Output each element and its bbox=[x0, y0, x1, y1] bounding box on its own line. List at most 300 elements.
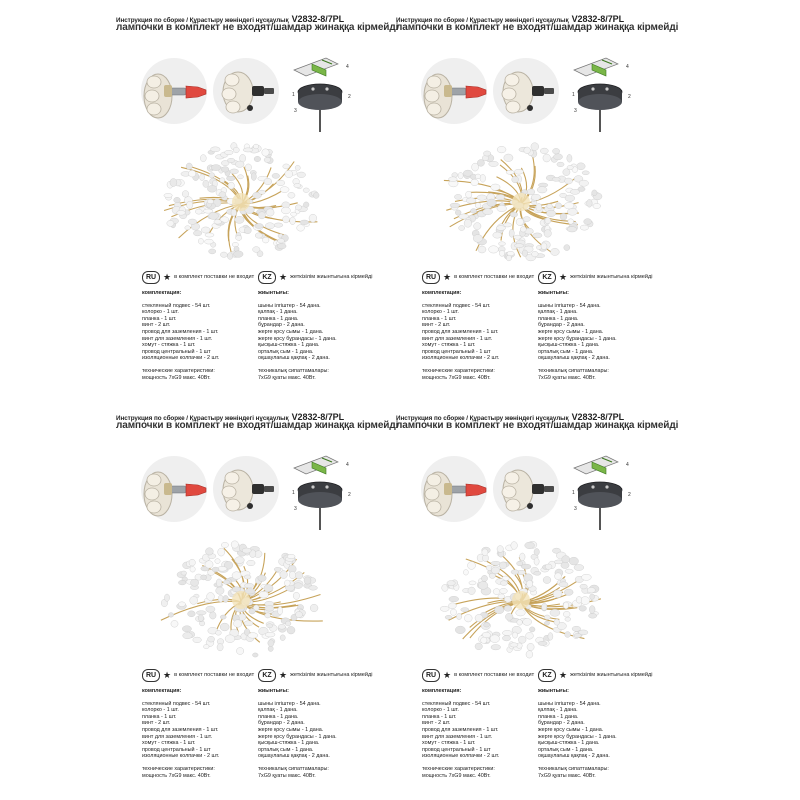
glass-leaf bbox=[253, 247, 260, 253]
assembly-steps bbox=[116, 454, 386, 532]
glass-leaf bbox=[523, 618, 532, 625]
kz-contents-item: бұрандар - 2 дана. bbox=[258, 720, 305, 727]
ru-contents-item: винт - 2 шт. bbox=[422, 322, 451, 329]
kz-contents-item: оқшаулағыш қақпақ - 2 дана. bbox=[258, 355, 330, 362]
glass-leaf bbox=[577, 163, 586, 170]
glass-leaf bbox=[450, 609, 456, 615]
glass-leaf bbox=[274, 223, 283, 227]
glass-leaf bbox=[255, 224, 263, 229]
ru-contents bbox=[422, 290, 499, 381]
glass-leaf bbox=[295, 572, 303, 579]
glass-leaf bbox=[468, 562, 476, 570]
glass-leaf bbox=[514, 244, 524, 248]
glass-leaf bbox=[481, 575, 487, 581]
ru-contents bbox=[142, 688, 219, 779]
glass-leaf bbox=[552, 177, 560, 181]
glass-leaf bbox=[294, 583, 303, 589]
glass-leaf bbox=[207, 185, 216, 192]
glass-leaf bbox=[483, 209, 493, 215]
ru-contents-item: хомут - стяжка - 1 шт. bbox=[422, 740, 476, 747]
glass-leaf bbox=[523, 217, 530, 222]
glass-leaf bbox=[244, 227, 251, 234]
glass-leaf bbox=[278, 624, 285, 629]
glass-leaf bbox=[551, 248, 560, 255]
glass-leaf bbox=[468, 587, 475, 595]
svg-text:4: 4 bbox=[346, 64, 349, 70]
glass-leaf bbox=[520, 553, 526, 561]
glass-leaf bbox=[504, 223, 512, 227]
glass-leaf bbox=[287, 626, 295, 634]
instruction-header bbox=[396, 14, 679, 50]
glass-leaf bbox=[526, 651, 533, 658]
ru-badge: RU bbox=[422, 271, 440, 284]
glass-leaf bbox=[497, 205, 507, 211]
glass-leaf bbox=[183, 632, 193, 638]
kz-contents-item: шыны ілгіштер - 54 дана. bbox=[258, 302, 321, 309]
glass-leaf bbox=[484, 151, 491, 156]
glass-leaf bbox=[294, 183, 301, 187]
glass-leaf bbox=[531, 143, 539, 151]
glass-leaf bbox=[232, 587, 241, 592]
hand-holding-bulb-icon bbox=[420, 454, 488, 524]
glass-leaf bbox=[541, 243, 547, 250]
kz-contents-item: планка - 1 дана. bbox=[538, 315, 579, 322]
kz-contents-list bbox=[258, 701, 337, 760]
glass-leaf bbox=[521, 564, 531, 569]
glass-leaf bbox=[262, 149, 269, 156]
ru-contents-list bbox=[142, 303, 219, 362]
glass-leaf bbox=[235, 161, 244, 167]
glass-leaf bbox=[509, 229, 514, 237]
glass-leaf bbox=[265, 223, 274, 229]
glass-leaf bbox=[236, 648, 243, 655]
glass-leaf bbox=[186, 163, 192, 170]
kz-badge: KZ bbox=[538, 669, 556, 682]
glass-leaf bbox=[277, 243, 286, 249]
svg-text:2: 2 bbox=[348, 94, 351, 100]
glass-leaf bbox=[550, 609, 560, 616]
glass-leaf bbox=[557, 162, 564, 167]
glass-leaf bbox=[281, 207, 290, 214]
glass-leaf bbox=[565, 195, 575, 201]
kz-contents-item: жерге қосу бұрандасы - 1 дана. bbox=[258, 733, 337, 740]
ru-tech-heading: технические характеристики: bbox=[422, 765, 495, 772]
glass-leaf bbox=[499, 250, 504, 256]
kz-contents-item: планка - 1 дана. bbox=[538, 713, 579, 720]
glass-leaf bbox=[559, 582, 568, 587]
kz-tech-value: 7xG9 қуаты макс. 40Вт. bbox=[538, 772, 596, 779]
ceiling-mount-plate-icon bbox=[286, 56, 362, 134]
ru-contents-heading: комплектация: bbox=[422, 290, 462, 296]
glass-leaf bbox=[236, 235, 242, 240]
glass-leaf bbox=[231, 541, 238, 548]
glass-leaf bbox=[209, 212, 219, 219]
glass-leaf bbox=[481, 637, 487, 643]
glass-leaf bbox=[454, 194, 461, 199]
kz-badge: KZ bbox=[258, 669, 276, 682]
svg-text:1: 1 bbox=[572, 490, 575, 496]
glass-leaf bbox=[251, 173, 256, 181]
kz-contents-item: қалпақ - 1 дана. bbox=[538, 707, 578, 714]
glass-leaf bbox=[258, 212, 265, 219]
glass-leaf bbox=[579, 606, 586, 612]
glass-leaf bbox=[264, 157, 271, 162]
glass-leaf bbox=[289, 571, 296, 578]
glass-leaf bbox=[463, 170, 472, 176]
glass-leaf bbox=[555, 573, 562, 580]
glass-leaf bbox=[569, 557, 578, 565]
glass-leaf bbox=[244, 621, 253, 626]
glass-leaf bbox=[493, 232, 502, 238]
glass-leaf bbox=[207, 199, 213, 204]
glass-leaf bbox=[243, 148, 253, 152]
instruction-sheet-bottom-right bbox=[396, 410, 679, 792]
glass-leaf bbox=[482, 549, 488, 556]
glass-leaf bbox=[562, 556, 570, 563]
ru-tech bbox=[142, 766, 219, 779]
glass-leaf bbox=[245, 583, 254, 588]
glass-leaf bbox=[461, 608, 469, 612]
glass-leaf bbox=[450, 203, 460, 207]
ru-contents-item: колорко - 1 шт. bbox=[422, 707, 459, 714]
kz-contents-item: планка - 1 дана. bbox=[258, 315, 299, 322]
glass-leaf bbox=[181, 571, 187, 575]
kz-contents-heading: жиынтығы: bbox=[258, 688, 289, 694]
title-text: Инструкция по сборке / Құрастыру жөніндегі нұсқаулық bbox=[116, 17, 289, 24]
glass-leaf bbox=[283, 164, 290, 169]
glass-leaf bbox=[211, 147, 221, 152]
kz-contents-item: жерге қосу сымы - 1 дана. bbox=[538, 328, 604, 335]
glass-leaf bbox=[449, 603, 457, 609]
star-icon: ★ bbox=[163, 271, 172, 282]
glass-leaf bbox=[182, 626, 191, 632]
kz-contents-item: жерге қосу сымы - 1 дана. bbox=[258, 726, 324, 733]
chandelier-photo bbox=[436, 534, 606, 664]
ru-badge: RU bbox=[142, 669, 160, 682]
glass-leaf bbox=[223, 580, 229, 584]
glass-leaf bbox=[272, 173, 280, 178]
glass-leaf bbox=[547, 204, 553, 209]
glass-leaf bbox=[276, 180, 284, 186]
star-icon: ★ bbox=[163, 669, 172, 680]
glass-leaf bbox=[471, 179, 479, 186]
ru-contents-item: изоляционные колпачки - 2 шт. bbox=[422, 753, 500, 760]
glass-leaf bbox=[589, 606, 595, 614]
glass-leaf bbox=[188, 219, 197, 224]
title-text: Инструкция по сборке / Құрастыру жөніндегі нұсқаулық bbox=[396, 17, 569, 24]
glass-leaf bbox=[220, 252, 227, 257]
glass-leaf bbox=[238, 175, 244, 179]
ru-contents-item: планка - 1 шт. bbox=[422, 315, 457, 322]
glass-leaf bbox=[248, 633, 258, 639]
legend-kz-text: жеткізілім жиынтығына кірмейді bbox=[290, 672, 373, 678]
kz-contents-item: қалпақ - 1 дана. bbox=[258, 309, 298, 316]
kz-contents-item: бұрандар - 2 дана. bbox=[538, 720, 585, 727]
legend-ru-text: в комплект поставки не входит bbox=[174, 274, 255, 280]
chandelier-photo bbox=[156, 534, 326, 664]
glass-leaf bbox=[517, 561, 523, 566]
glass-leaf bbox=[449, 596, 459, 602]
glass-leaf bbox=[217, 644, 223, 651]
glass-leaf bbox=[473, 235, 482, 243]
glass-leaf bbox=[565, 632, 571, 638]
hand-screwing-bulb-icon bbox=[492, 454, 560, 524]
title-text: Инструкция по сборке / Құрастыру жөніндегі нұсқаулық bbox=[116, 415, 289, 422]
glass-leaf bbox=[517, 620, 523, 626]
glass-leaf bbox=[244, 575, 251, 579]
glass-leaf bbox=[580, 225, 588, 230]
legend-kz-text: жеткізілім жиынтығына кірмейді bbox=[570, 672, 653, 678]
glass-leaf bbox=[280, 571, 288, 579]
glass-leaf bbox=[506, 170, 514, 174]
glass-leaf bbox=[187, 201, 193, 208]
glass-leaf bbox=[201, 227, 210, 233]
ru-contents-item: хомут - стяжка - 1 шт. bbox=[142, 342, 196, 349]
svg-text:3: 3 bbox=[294, 108, 297, 114]
model-number: V2832-8/7PL bbox=[291, 412, 345, 422]
ru-contents-item: винт - 2 шт. bbox=[422, 720, 451, 727]
glass-leaf bbox=[537, 187, 547, 193]
glass-leaf bbox=[200, 174, 205, 181]
glass-leaf bbox=[204, 644, 210, 648]
kz-contents-item: оқшаулағыш қақпақ - 2 дана. bbox=[538, 355, 610, 362]
glass-leaf bbox=[536, 203, 542, 211]
glass-leaf bbox=[553, 148, 560, 154]
glass-leaf bbox=[592, 190, 597, 196]
instruction-header bbox=[396, 412, 679, 448]
glass-leaf bbox=[264, 585, 273, 592]
glass-leaf bbox=[235, 216, 244, 223]
hand-screwing-bulb-icon bbox=[492, 56, 560, 126]
glass-leaf bbox=[579, 180, 589, 186]
legend-ru bbox=[142, 270, 254, 284]
glass-leaf bbox=[463, 570, 468, 576]
glass-leaf bbox=[525, 542, 535, 549]
svg-text:4: 4 bbox=[626, 64, 629, 70]
glass-leaf bbox=[563, 602, 568, 609]
svg-text:3: 3 bbox=[574, 506, 577, 512]
kz-tech bbox=[258, 368, 337, 381]
glass-leaf bbox=[593, 203, 601, 208]
glass-leaf bbox=[230, 169, 239, 174]
ru-tech bbox=[422, 368, 499, 381]
glass-leaf bbox=[174, 197, 181, 203]
ru-tech-heading: технические характеристики: bbox=[142, 367, 215, 374]
glass-leaf bbox=[534, 558, 539, 565]
instruction-header bbox=[116, 412, 399, 448]
kz-badge: KZ bbox=[258, 271, 276, 284]
kz-contents-item: бұрандар - 2 дана. bbox=[258, 322, 305, 329]
glass-leaf bbox=[207, 593, 215, 601]
star-icon: ★ bbox=[279, 271, 288, 282]
glass-leaf bbox=[475, 643, 482, 650]
glass-leaf bbox=[216, 630, 222, 635]
glass-leaf bbox=[232, 572, 241, 580]
glass-leaf bbox=[544, 615, 550, 620]
ru-contents-item: стеклянный подвес - 54 шт. bbox=[422, 700, 491, 707]
glass-leaf bbox=[490, 635, 500, 643]
glass-leaf bbox=[527, 580, 533, 588]
glass-leaf bbox=[563, 169, 570, 176]
glass-leaf bbox=[455, 626, 465, 634]
glass-leaf bbox=[565, 617, 571, 621]
glass-leaf bbox=[280, 635, 285, 641]
glass-leaf bbox=[208, 636, 215, 642]
glass-leaf bbox=[247, 560, 255, 566]
glass-leaf bbox=[220, 178, 225, 183]
glass-leaf bbox=[206, 548, 214, 555]
legend-ru-text: в комплект поставки не входит bbox=[174, 672, 255, 678]
kz-tech bbox=[538, 368, 617, 381]
model-number: V2832-8/7PL bbox=[291, 14, 345, 24]
glass-leaf bbox=[548, 633, 553, 641]
glass-leaf bbox=[475, 174, 480, 179]
glass-leaf bbox=[285, 170, 293, 177]
ru-tech-value: мощность 7хG9 макс. 40Вт. bbox=[142, 374, 211, 381]
glass-leaf bbox=[564, 245, 570, 251]
kz-contents-item: орталық сым - 1 дана. bbox=[258, 348, 314, 355]
glass-leaf bbox=[545, 218, 551, 224]
glass-leaf bbox=[516, 218, 523, 225]
glass-leaf bbox=[489, 246, 499, 253]
glass-leaf bbox=[310, 604, 318, 612]
glass-leaf bbox=[293, 592, 299, 599]
ru-badge: RU bbox=[422, 669, 440, 682]
ru-contents bbox=[422, 688, 499, 779]
glass-leaf bbox=[226, 176, 235, 181]
glass-leaf bbox=[190, 596, 198, 604]
glass-leaf bbox=[472, 163, 479, 171]
glass-leaf bbox=[304, 577, 311, 584]
instruction-sheet-bottom-left bbox=[116, 410, 399, 792]
hand-screwing-bulb-icon bbox=[212, 56, 280, 126]
glass-leaf bbox=[168, 613, 173, 618]
star-icon: ★ bbox=[443, 669, 452, 680]
kz-contents-item: оқшаулағыш қақпақ - 2 дана. bbox=[538, 753, 610, 760]
kz-contents-item: жерге қосу бұрандасы - 1 дана. bbox=[538, 335, 617, 342]
glass-leaf bbox=[497, 546, 503, 553]
glass-leaf bbox=[478, 246, 486, 253]
legend-ru bbox=[422, 270, 534, 284]
ru-contents-item: хомут - стяжка - 1 шт. bbox=[142, 740, 196, 747]
svg-text:2: 2 bbox=[628, 94, 631, 100]
svg-text:4: 4 bbox=[626, 462, 629, 468]
bulbs-not-included-note: лампочки в комплект не входят/шамдар жинаққа кірмейді bbox=[116, 420, 399, 431]
glass-leaf bbox=[520, 227, 526, 233]
glass-leaf bbox=[587, 199, 593, 207]
legend-kz bbox=[258, 668, 372, 682]
instruction-sheet-top-left bbox=[116, 12, 399, 394]
kz-tech bbox=[538, 766, 617, 779]
legend-kz-text: жеткізілім жиынтығына кірмейді bbox=[570, 274, 653, 280]
kz-contents-heading: жиынтығы: bbox=[258, 290, 289, 296]
ru-contents-item: планка - 1 шт. bbox=[422, 713, 457, 720]
kz-contents-item: жерге қосу сымы - 1 дана. bbox=[538, 726, 604, 733]
glass-leaf bbox=[491, 645, 501, 650]
glass-leaf bbox=[232, 242, 238, 247]
kz-tech-value: 7xG9 қуаты макс. 40Вт. bbox=[538, 374, 596, 381]
glass-leaf bbox=[290, 217, 296, 225]
legend-ru bbox=[142, 668, 254, 682]
glass-leaf bbox=[288, 192, 295, 198]
glass-leaf bbox=[167, 220, 174, 226]
glass-leaf bbox=[505, 613, 513, 620]
glass-leaf bbox=[475, 614, 483, 621]
glass-leaf bbox=[491, 567, 499, 574]
bulbs-not-included-note: лампочки в комплект не входят/шамдар жинаққа кірмейді bbox=[116, 22, 399, 33]
glass-leaf bbox=[295, 165, 300, 170]
glass-leaf bbox=[568, 219, 574, 224]
title-text: Инструкция по сборке / Құрастыру жөніндегі нұсқаулық bbox=[396, 415, 569, 422]
glass-leaf bbox=[582, 574, 592, 580]
glass-leaf bbox=[300, 220, 309, 225]
glass-leaf bbox=[309, 214, 317, 222]
legend-kz-text: жеткізілім жиынтығына кірмейді bbox=[290, 274, 373, 280]
kz-contents-item: шыны ілгіштер - 54 дана. bbox=[538, 302, 601, 309]
glass-leaf bbox=[567, 165, 573, 169]
ru-tech-value: мощность 7хG9 макс. 40Вт. bbox=[422, 772, 491, 779]
glass-leaf bbox=[524, 147, 531, 154]
kz-contents-item: жерге қосу сымы - 1 дана. bbox=[258, 328, 324, 335]
glass-leaf bbox=[274, 567, 281, 571]
ru-contents-item: винт - 2 шт. bbox=[142, 322, 171, 329]
legend-ru bbox=[422, 668, 534, 682]
glass-leaf bbox=[268, 640, 274, 647]
glass-leaf bbox=[459, 226, 465, 231]
glass-leaf bbox=[265, 632, 275, 637]
glass-leaf bbox=[201, 575, 207, 580]
glass-leaf bbox=[171, 620, 178, 627]
svg-text:1: 1 bbox=[292, 92, 295, 98]
glass-leaf bbox=[189, 559, 195, 566]
ru-contents-item: провод центральный - 1 шт bbox=[142, 348, 211, 355]
glass-leaf bbox=[497, 146, 506, 153]
glass-leaf bbox=[212, 567, 219, 572]
kz-contents-list bbox=[538, 303, 617, 362]
glass-leaf bbox=[478, 581, 488, 589]
glass-leaf bbox=[574, 633, 581, 637]
glass-leaf bbox=[214, 220, 222, 225]
glass-leaf bbox=[466, 191, 472, 198]
glass-leaf bbox=[265, 606, 274, 612]
ru-contents-item: винт для заземления - 1 шт. bbox=[142, 335, 213, 342]
kz-contents-item: бұрандар - 2 дана. bbox=[538, 322, 585, 329]
glass-leaf bbox=[511, 542, 518, 550]
glass-leaf bbox=[487, 199, 496, 206]
glass-leaf bbox=[464, 614, 472, 622]
ru-contents-item: винт для заземления - 1 шт. bbox=[422, 335, 493, 342]
glass-leaf bbox=[500, 581, 507, 586]
glass-leaf bbox=[225, 150, 234, 154]
glass-leaf bbox=[498, 594, 505, 599]
ru-contents-item: колорко - 1 шт. bbox=[142, 309, 179, 316]
assembly-steps bbox=[396, 454, 666, 532]
glass-leaf bbox=[513, 632, 518, 638]
glass-leaf bbox=[177, 210, 186, 215]
ru-contents-heading: комплектация: bbox=[142, 688, 182, 694]
glass-leaf bbox=[527, 643, 534, 650]
glass-leaf bbox=[499, 242, 506, 246]
svg-text:3: 3 bbox=[294, 506, 297, 512]
glass-leaf bbox=[554, 154, 563, 160]
glass-leaf bbox=[220, 623, 229, 631]
ru-contents-heading: комплектация: bbox=[142, 290, 182, 296]
kz-contents-heading: жиынтығы: bbox=[538, 290, 569, 296]
kz-contents bbox=[538, 688, 617, 779]
glass-leaf bbox=[538, 641, 547, 645]
ru-contents-item: изоляционные колпачки - 2 шт. bbox=[142, 355, 220, 362]
star-icon: ★ bbox=[443, 271, 452, 282]
